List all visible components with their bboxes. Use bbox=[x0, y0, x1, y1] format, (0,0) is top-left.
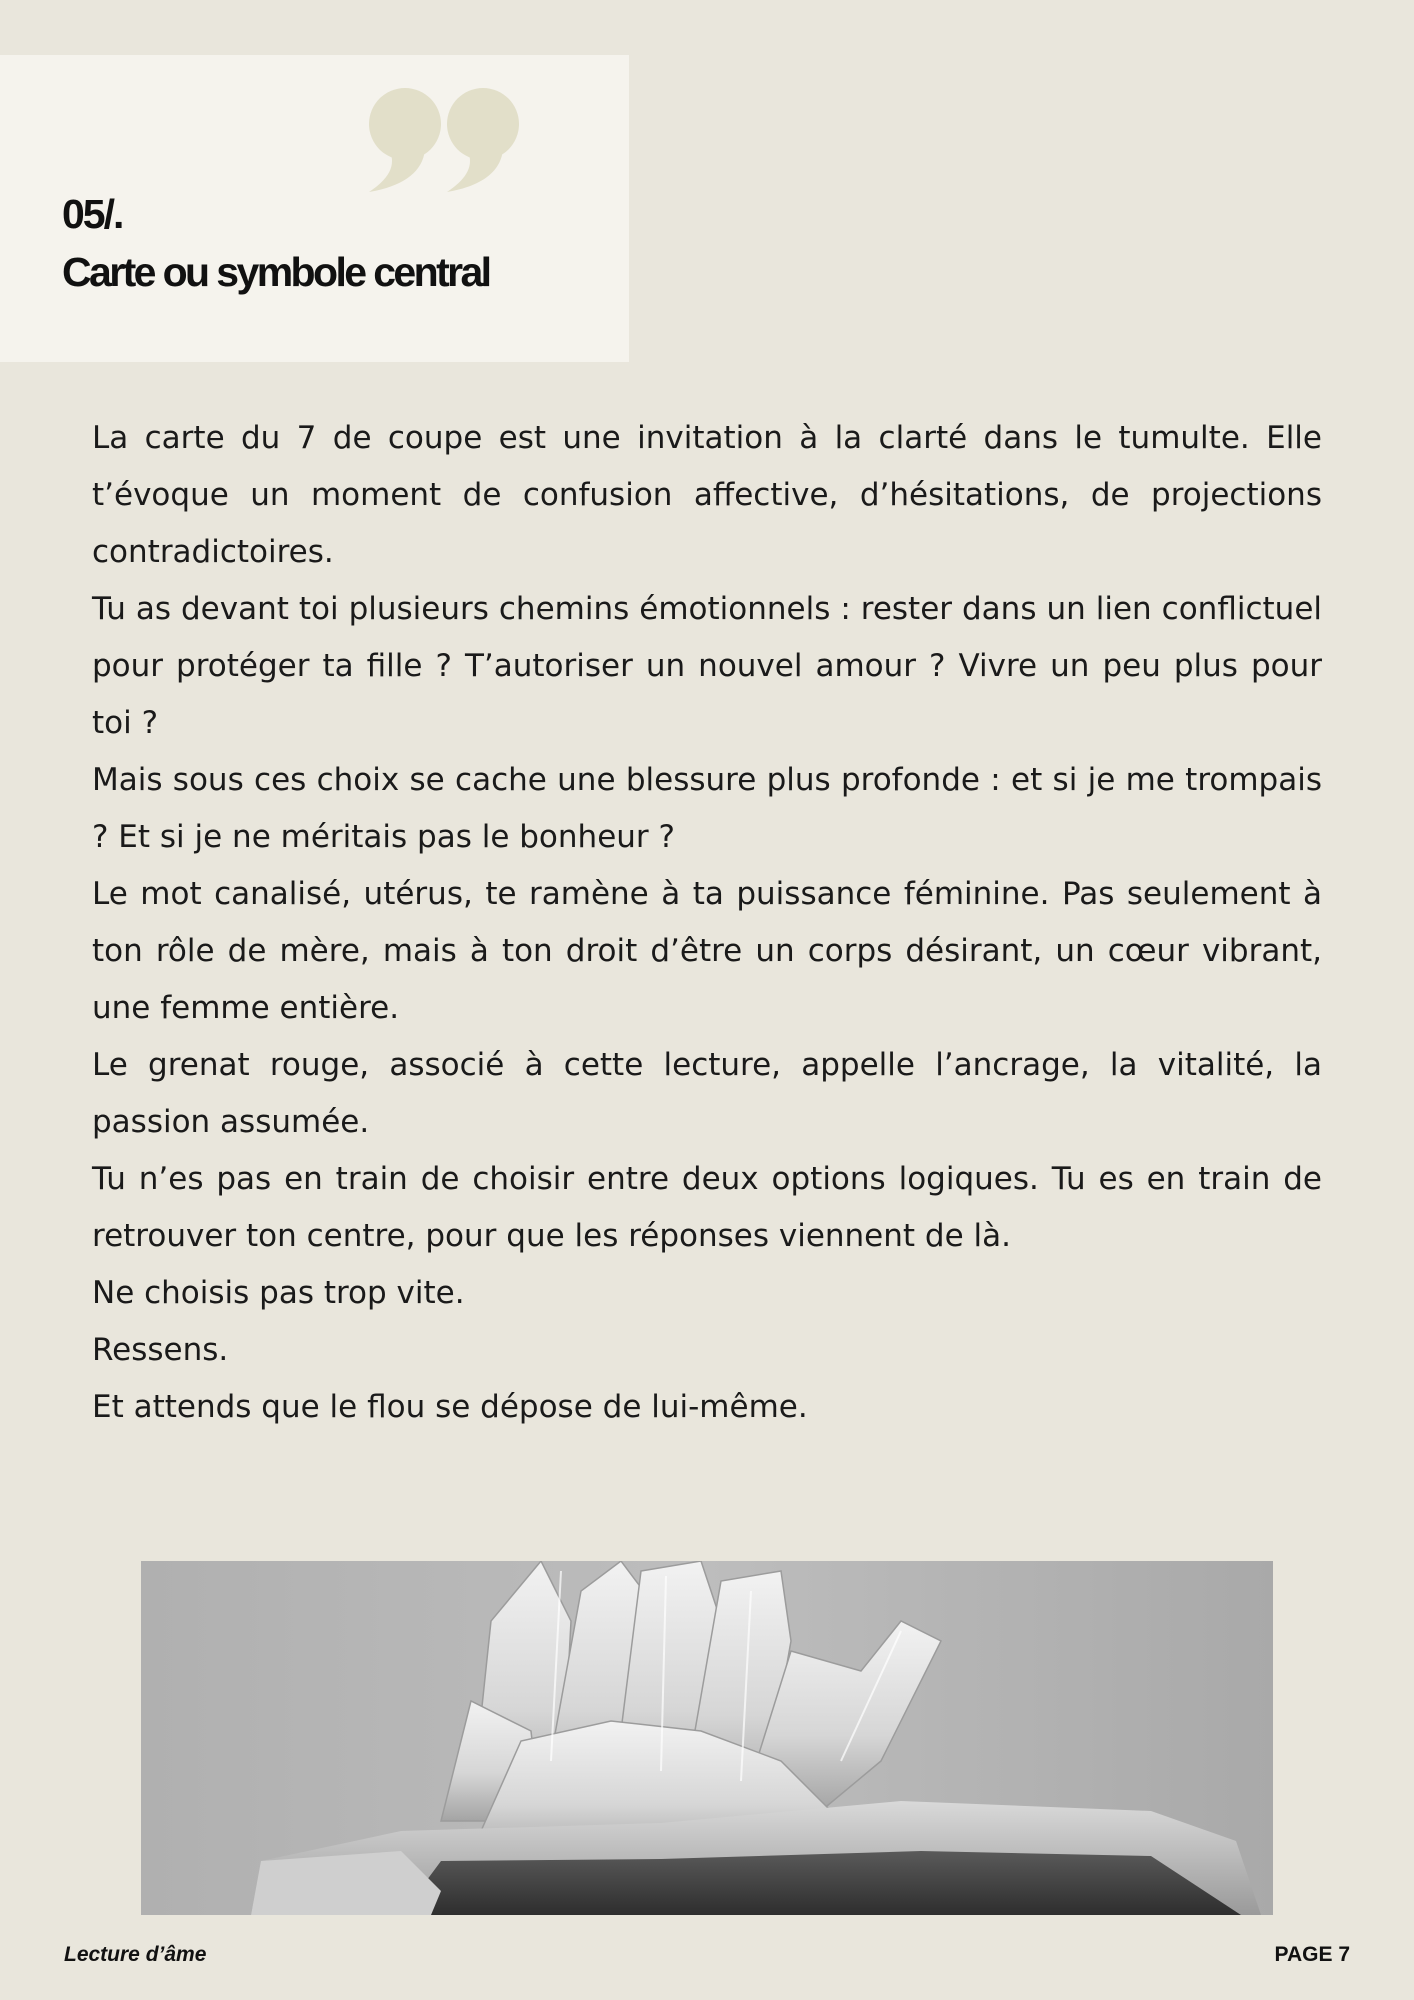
footer-document-title: Lecture d’âme bbox=[64, 1943, 207, 1966]
paragraph: La carte du 7 de coupe est une invitation à la clarté dans le tumulte. Elle t’évoque un moment de confusion affective, d’hésitations, de projections contradictoires. bbox=[92, 420, 1322, 570]
section-title: Carte ou symbole central bbox=[62, 249, 490, 295]
quote-mark-icon bbox=[365, 82, 525, 194]
quartz-crystal-photo bbox=[141, 1561, 1273, 1915]
paragraph: Et attends que le flou se dépose de lui-même. bbox=[92, 1389, 808, 1425]
body-text bbox=[92, 410, 1322, 1436]
paragraph: Le grenat rouge, associé à cette lecture, appelle l’ancrage, la vitalité, la passion assumée. bbox=[92, 1047, 1322, 1140]
paragraph: Ressens. bbox=[92, 1332, 229, 1368]
paragraph: Tu as devant toi plusieurs chemins émotionnels : rester dans un lien conflictuel pour protéger ta fille ? T’autoriser un nouvel amour ? Vivre un peu plus pour toi ? bbox=[92, 591, 1322, 741]
page-number: PAGE 7 bbox=[1274, 1943, 1350, 1966]
paragraph: Tu n’es pas en train de choisir entre deux options logiques. Tu es en train de retrouver ton centre, pour que les réponses viennent de là. bbox=[92, 1161, 1322, 1254]
paragraph: Mais sous ces choix se cache une blessure plus profonde : et si je me trompais ? Et si je ne méritais pas le bonheur ? bbox=[92, 762, 1322, 855]
paragraph: Ne choisis pas trop vite. bbox=[92, 1275, 465, 1311]
section-number: 05/. bbox=[62, 191, 123, 237]
paragraph: Le mot canalisé, utérus, te ramène à ta puissance féminine. Pas seulement à ton rôle de mère, mais à ton droit d’être un corps désirant, un cœur vibrant, une femme entière. bbox=[92, 876, 1322, 1026]
